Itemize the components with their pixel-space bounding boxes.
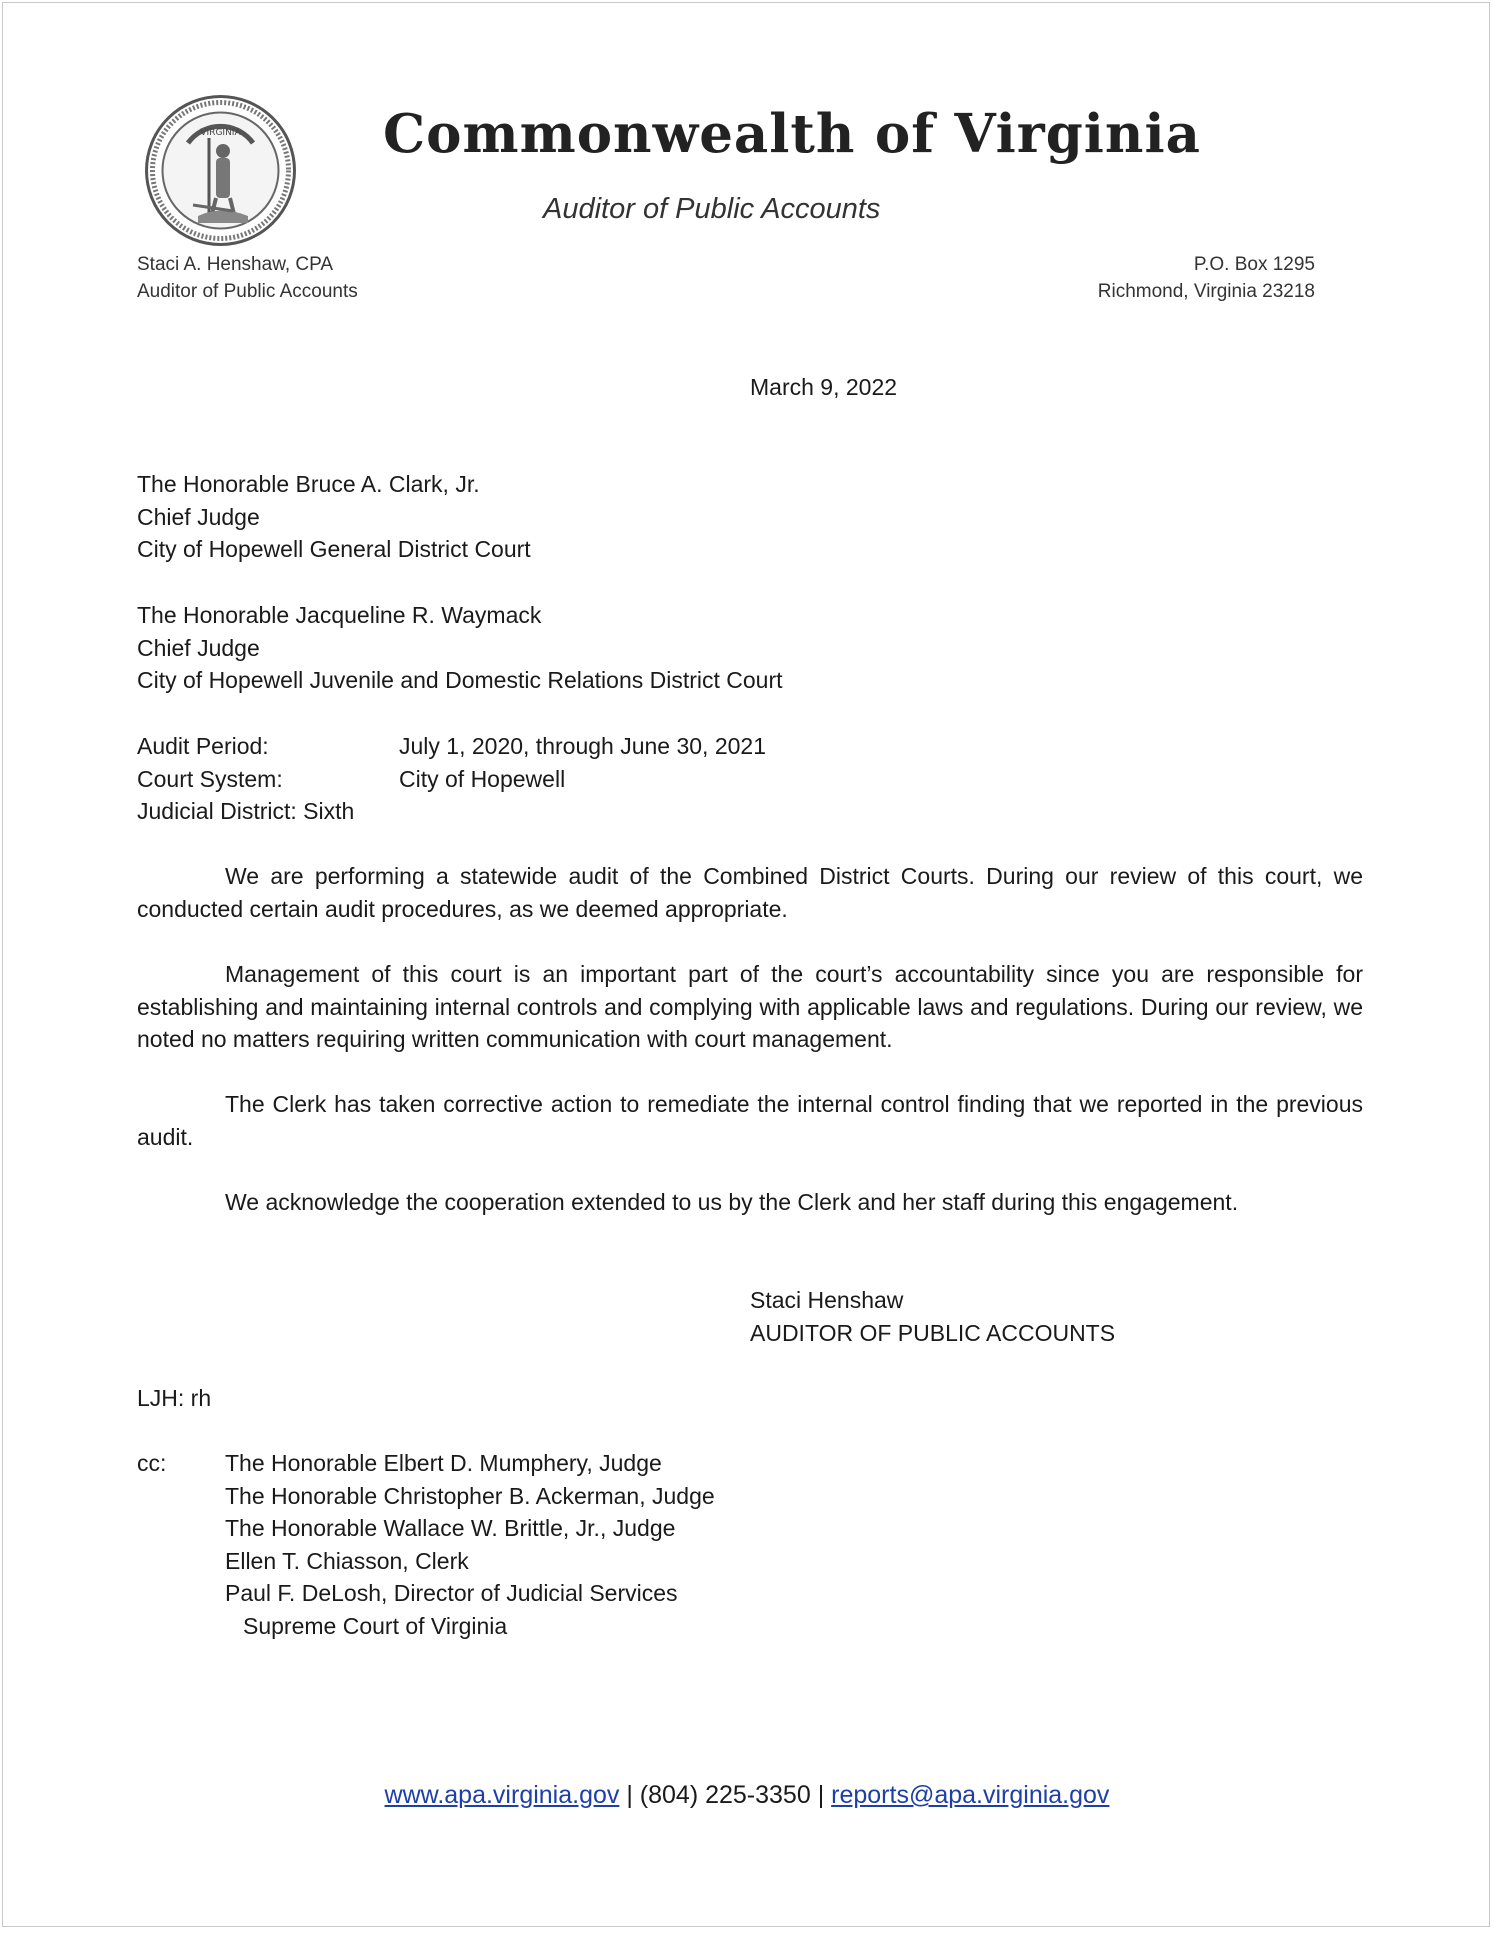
footer	[3, 1781, 1491, 1810]
city-state-zip: Richmond, Virginia 23218	[1097, 281, 1315, 302]
body-paragraph	[137, 958, 1363, 1056]
cc-list	[225, 1447, 715, 1642]
audit-period-value: July 1, 2020, through June 30, 2021	[399, 733, 767, 759]
court-system-row	[137, 763, 766, 796]
footer-separator: |	[619, 1781, 640, 1809]
sender-block	[137, 251, 358, 305]
sender-name: Staci A. Henshaw, CPA	[137, 254, 334, 275]
cc-recipient-sub: Supreme Court of Virginia	[243, 1612, 508, 1639]
cc-label: cc:	[137, 1450, 167, 1476]
paragraph-text: Management of this court is an important part of the court’s accountability since you are responsible for establishing and maintaining internal controls and complying with applicable laws and regulations. During our review, we noted no matters requiring written communication with court management.	[137, 961, 1363, 1052]
paragraph-text: We are performing a statewide audit of the Combined District Courts. During our review of this court, we conducted certain audit procedures, as we deemed appropriate.	[137, 863, 1363, 922]
website-link[interactable]: www.apa.virginia.gov	[384, 1781, 620, 1809]
addressee-name: The Honorable Jacqueline R. Waymack	[137, 602, 542, 628]
masthead-subtitle: Auditor of Public Accounts	[543, 193, 881, 225]
mailing-address	[1098, 251, 1315, 305]
cc-block	[137, 1447, 715, 1642]
addressee-title: Chief Judge	[137, 503, 260, 530]
cc-recipient: The Honorable Elbert D. Mumphery, Judge	[225, 1450, 662, 1476]
paragraph-text: We acknowledge the cooperation extended to us by the Clerk and her staff during this engagement.	[225, 1189, 1239, 1215]
footer-phone: (804) 225-3350	[639, 1781, 811, 1809]
signature-title: AUDITOR OF PUBLIC ACCOUNTS	[750, 1319, 1116, 1346]
audit-period-label: Audit Period:	[137, 733, 269, 759]
cc-recipient: Paul F. DeLosh, Director of Judicial Services	[225, 1580, 678, 1606]
po-box: P.O. Box 1295	[1193, 254, 1315, 275]
audit-info	[137, 730, 766, 828]
body-paragraph	[137, 860, 1363, 925]
addressee-name: The Honorable Bruce A. Clark, Jr.	[137, 471, 480, 497]
cc-recipient: The Honorable Wallace W. Brittle, Jr., Judge	[225, 1515, 676, 1541]
addressee-block	[137, 599, 1367, 697]
sender-title: Auditor of Public Accounts	[137, 281, 358, 302]
signature-name: Staci Henshaw	[750, 1287, 904, 1313]
addressee-title: Chief Judge	[137, 634, 260, 661]
cc-recipient: The Honorable Christopher B. Ackerman, Judge	[225, 1482, 715, 1509]
judicial-district-label: Judicial District: Sixth	[137, 798, 355, 824]
paragraph-text: The Clerk has taken corrective action to remediate the internal control finding that we reported in the previous audit.	[137, 1091, 1363, 1150]
masthead-title: Commonwealth of Virginia	[383, 103, 1201, 165]
court-system-label: Court System:	[137, 765, 283, 792]
typist-initials: LJH: rh	[137, 1385, 212, 1411]
email-link[interactable]: reports@apa.virginia.gov	[831, 1781, 1110, 1809]
letter-page	[2, 2, 1490, 1927]
court-system-value: City of Hopewell	[399, 765, 566, 792]
addressee-court: City of Hopewell General District Court	[137, 536, 531, 562]
addressee-block	[137, 468, 1367, 566]
addressee-court: City of Hopewell Juvenile and Domestic Relations District Court	[137, 667, 783, 693]
virginia-seal-icon	[143, 93, 298, 248]
cc-recipient: Ellen T. Chiasson, Clerk	[225, 1547, 469, 1574]
body-paragraph	[137, 1088, 1363, 1153]
body-paragraph	[137, 1186, 1363, 1219]
letter-date: March 9, 2022	[750, 374, 898, 400]
footer-separator: |	[810, 1781, 832, 1809]
judicial-district-row	[137, 795, 766, 828]
signature-block	[750, 1284, 1115, 1349]
seal-text: VIRGINIA	[200, 128, 241, 138]
audit-period-row	[137, 730, 766, 763]
